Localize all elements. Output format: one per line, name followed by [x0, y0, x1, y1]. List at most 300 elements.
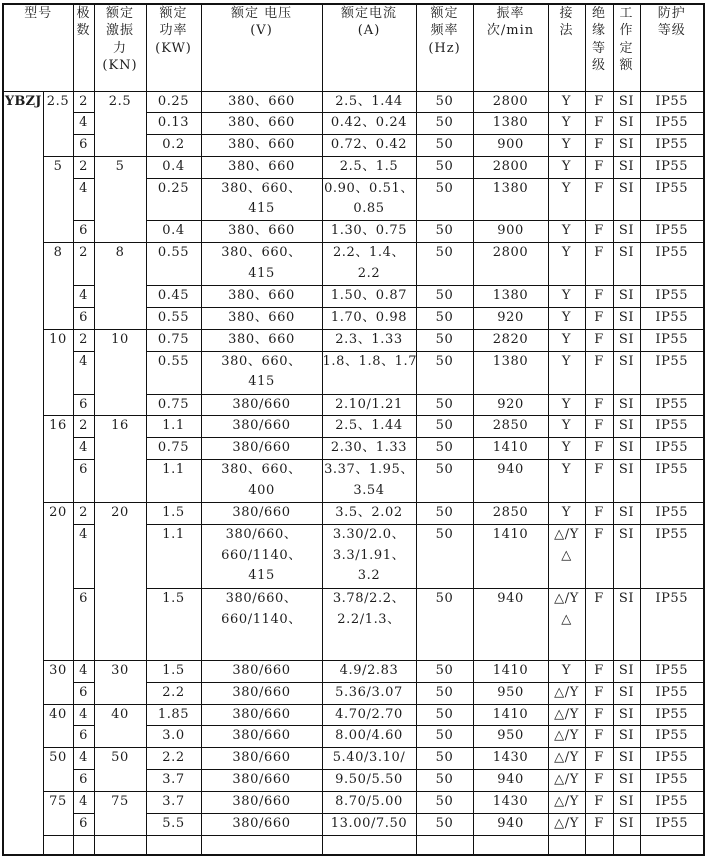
- cell-vibration-rate: [473, 178, 548, 221]
- cell-vibration-rate: [473, 394, 548, 416]
- cell-rated-voltage-text: 380、660: [228, 137, 295, 153]
- cell-rated-voltage-text: 660/1140、: [221, 611, 302, 627]
- cell-rated-voltage: [201, 660, 322, 682]
- cell-poles-text: 6: [79, 815, 88, 831]
- cell-protection-class-text: IP55: [655, 505, 689, 521]
- cell-rated-voltage-text: 380/660: [232, 772, 291, 788]
- cell-insulation-class-text: F: [594, 137, 604, 153]
- cell-rated-power: [146, 156, 201, 178]
- cell-vibration-rate: [473, 726, 548, 748]
- cell-vibration-rate-text: 920: [497, 396, 524, 412]
- cell-rated-current: [322, 704, 416, 726]
- table-body: [3, 91, 704, 855]
- cell-rated-voltage-text: 380、660、: [221, 180, 302, 196]
- cell-vibration-rate: [473, 460, 548, 503]
- cell-rated-current-text: 3.54: [353, 482, 385, 498]
- cell-protection-class-text: IP55: [655, 310, 689, 326]
- cell-rated-current-text: 1.50、0.87: [330, 288, 408, 304]
- cell-rated-frequency: [416, 351, 473, 394]
- cell-rated-current: [322, 460, 416, 503]
- cell-vibration-rate-text: 920: [497, 310, 524, 326]
- cell-poles: [73, 726, 94, 748]
- cell-vibration-rate: [473, 660, 548, 682]
- cell-insulation-class-text: F: [594, 418, 604, 434]
- cell-connection: [548, 351, 585, 394]
- cell-vibration-rate-text: 900: [497, 137, 524, 153]
- cell-rated-frequency: [416, 91, 473, 113]
- cell-rated-current-text: 2.30、1.33: [330, 440, 408, 456]
- cell-rated-power: [146, 524, 201, 588]
- cell-protection-class: [640, 286, 704, 308]
- cell-rated-current: [322, 156, 416, 178]
- cell-protection-class: [640, 524, 704, 588]
- cell-rated-voltage-text: 380、660: [228, 310, 295, 326]
- cell-poles-text: 4: [79, 288, 88, 304]
- cell-vibration-rate: [473, 351, 548, 394]
- cell-connection-text: Y: [561, 245, 572, 261]
- cell-force-group-text: 5: [53, 158, 63, 174]
- cell-rated-frequency: [416, 286, 473, 308]
- cell-rated-voltage-text: 380、660、: [221, 353, 302, 369]
- cell-connection: [548, 726, 585, 748]
- cell-rated-current-text: 1.70、0.98: [330, 310, 408, 326]
- cell-rated-voltage: [201, 770, 322, 792]
- cell-rated-voltage: [201, 221, 322, 243]
- cell-vibration-rate-text: 1410: [492, 706, 529, 722]
- cell-vibration-rate: [473, 770, 548, 792]
- cell-protection-class: [640, 726, 704, 748]
- cell-rated-voltage-text: 415: [248, 201, 275, 217]
- header-line: 功率: [159, 23, 188, 39]
- cell-vibration-rate: [473, 748, 548, 770]
- cell-rated-frequency: [416, 156, 473, 178]
- header-line: (KW): [155, 40, 192, 56]
- table-row: [3, 416, 704, 438]
- cell-poles: [73, 588, 94, 660]
- header-line: 力: [113, 40, 128, 56]
- cell-insulation-class: [585, 91, 613, 113]
- cell-insulation-class: [585, 329, 613, 351]
- cell-rated-frequency-text: 50: [435, 180, 454, 196]
- cell-rated-current-text: 2.5、1.44: [335, 93, 403, 109]
- cell-poles: [73, 91, 94, 113]
- cell-connection: [548, 813, 585, 835]
- cell-connection: [548, 178, 585, 221]
- cell-vibration-rate-text: 1410: [492, 440, 529, 456]
- cell-rated-current: [322, 329, 416, 351]
- cell-rated-frequency-text: 50: [435, 93, 454, 109]
- cell-connection-text: △/Y: [554, 684, 579, 700]
- cell-protection-class: [640, 91, 704, 113]
- cell-rated-frequency-text: 50: [435, 396, 454, 412]
- cell-rated-power: [146, 438, 201, 460]
- header-line: 作: [619, 23, 634, 39]
- cell-insulation-class: [585, 524, 613, 588]
- cell-vibration-rate: [473, 135, 548, 157]
- cell-rated-power-text: 0.25: [157, 180, 190, 196]
- cell-poles-text: 6: [79, 728, 88, 744]
- cell-insulation-class-text: F: [594, 772, 604, 788]
- table-row: [3, 329, 704, 351]
- cell-vibration-rate: [473, 416, 548, 438]
- cell-protection-class: [640, 135, 704, 157]
- col-header-rated-voltage: [201, 4, 322, 91]
- cell-rated-frequency-text: 50: [435, 706, 454, 722]
- cell-insulation-class-text: F: [594, 684, 604, 700]
- cell-poles: [73, 524, 94, 588]
- cell-poles: [73, 329, 94, 351]
- cell-duty-rating-text: SI: [618, 418, 635, 434]
- cell-duty-rating-text: SI: [618, 728, 635, 744]
- cell-vibration-rate: [473, 813, 548, 835]
- cell-vibration-rate: [473, 835, 548, 855]
- cell-connection: [548, 438, 585, 460]
- cell-rated-current: [322, 351, 416, 394]
- cell-force-group-text: 8: [53, 245, 63, 261]
- cell-rated-voltage-text: 415: [248, 568, 275, 584]
- cell-protection-class: [640, 704, 704, 726]
- cell-rated-current-text: 3.5、2.02: [335, 505, 403, 521]
- cell-rated-voltage-text: 380/660: [232, 440, 291, 456]
- cell-rated-power: [146, 91, 201, 113]
- cell-rated-power: [146, 113, 201, 135]
- cell-connection: [548, 748, 585, 770]
- cell-insulation-class: [585, 113, 613, 135]
- cell-rated-power-text: 0.4: [162, 223, 185, 239]
- cell-insulation-class: [585, 351, 613, 394]
- cell-insulation-class: [585, 243, 613, 286]
- cell-insulation-class-text: F: [594, 245, 604, 261]
- cell-rated-voltage-text: 400: [248, 482, 275, 498]
- cell-duty-rating-text: SI: [618, 526, 635, 542]
- cell-rated-power-text: 3.7: [162, 772, 185, 788]
- cell-rated-frequency-text: 50: [435, 331, 454, 347]
- cell-poles: [73, 660, 94, 682]
- cell-poles: [73, 113, 94, 135]
- cell-poles-text: 2: [79, 245, 88, 261]
- cell-poles-text: 4: [79, 115, 88, 131]
- table-header-row: [3, 4, 704, 91]
- cell-rated-power-text: 3.7: [162, 794, 185, 810]
- cell-rated-force-text: 40: [111, 706, 129, 722]
- cell-vibration-rate-text: 1430: [492, 750, 529, 766]
- header-line: 法: [559, 23, 574, 39]
- cell-connection-text: Y: [561, 310, 572, 326]
- cell-rated-power: [146, 503, 201, 525]
- cell-protection-class: [640, 460, 704, 503]
- cell-rated-power-text: 0.55: [157, 353, 190, 369]
- cell-poles-text: 2: [79, 158, 88, 174]
- cell-rated-power-text: 0.4: [162, 158, 185, 174]
- cell-insulation-class: [585, 221, 613, 243]
- cell-protection-class: [640, 660, 704, 682]
- cell-rated-current-text: 2.2/1.3、: [337, 611, 401, 627]
- cell-rated-frequency-text: 50: [435, 505, 454, 521]
- cell-connection-text: △: [561, 611, 572, 627]
- header-line: 激振: [106, 23, 135, 39]
- cell-rated-voltage-text: 380/660: [232, 794, 291, 810]
- cell-force-group-text: 10: [49, 331, 67, 347]
- cell-duty-rating-text: SI: [618, 750, 635, 766]
- cell-duty-rating-text: SI: [618, 331, 635, 347]
- cell-rated-power-text: 0.25: [157, 93, 190, 109]
- cell-rated-frequency-text: 50: [435, 418, 454, 434]
- cell-poles-text: 4: [79, 750, 88, 766]
- cell-connection: [548, 329, 585, 351]
- cell-connection: [548, 460, 585, 503]
- cell-connection: [548, 524, 585, 588]
- cell-connection-text: Y: [561, 137, 572, 153]
- cell-protection-class-text: IP55: [655, 353, 689, 369]
- cell-duty-rating: [613, 329, 640, 351]
- cell-rated-current-text: 2.5、1.44: [335, 418, 403, 434]
- cell-rated-current-text: 3.30/2.0、: [332, 526, 406, 542]
- cell-protection-class-text: IP55: [655, 418, 689, 434]
- cell-duty-rating: [613, 792, 640, 814]
- cell-connection: [548, 660, 585, 682]
- cell-connection: [548, 682, 585, 704]
- cell-vibration-rate-text: 950: [497, 684, 524, 700]
- cell-rated-power: [146, 243, 201, 286]
- header-line: 等: [592, 40, 607, 56]
- cell-rated-power: [146, 682, 201, 704]
- cell-connection-text: Y: [561, 223, 572, 239]
- cell-rated-force: [94, 748, 146, 792]
- cell-vibration-rate-text: 950: [497, 728, 524, 744]
- cell-duty-rating: [613, 351, 640, 394]
- cell-duty-rating: [613, 704, 640, 726]
- cell-protection-class-text: IP55: [655, 462, 689, 478]
- header-line: 接: [559, 6, 574, 21]
- cell-duty-rating-text: SI: [618, 590, 635, 606]
- cell-connection: [548, 113, 585, 135]
- cell-poles: [73, 813, 94, 835]
- cell-rated-force: [94, 91, 146, 156]
- cell-rated-current: [322, 416, 416, 438]
- cell-duty-rating-text: SI: [618, 462, 635, 478]
- cell-poles-text: 4: [79, 180, 88, 196]
- cell-connection-text: Y: [561, 418, 572, 434]
- cell-rated-frequency-text: 50: [435, 815, 454, 831]
- header-line: 型号: [24, 6, 53, 21]
- cell-rated-voltage: [201, 813, 322, 835]
- cell-duty-rating: [613, 91, 640, 113]
- cell-poles-text: 6: [79, 462, 88, 478]
- table-row: [3, 503, 704, 525]
- header-line: 额定电流: [341, 6, 398, 21]
- cell-rated-current: [322, 221, 416, 243]
- cell-poles: [73, 308, 94, 330]
- cell-rated-frequency: [416, 113, 473, 135]
- cell-rated-voltage-text: 380、660: [228, 288, 295, 304]
- cell-protection-class-text: IP55: [655, 526, 689, 542]
- cell-protection-class: [640, 243, 704, 286]
- cell-vibration-rate-text: 1410: [492, 662, 529, 678]
- cell-duty-rating: [613, 660, 640, 682]
- cell-rated-frequency: [416, 503, 473, 525]
- cell-rated-voltage-text: 415: [248, 374, 275, 390]
- cell-rated-force: [94, 835, 146, 855]
- cell-connection-text: Y: [561, 180, 572, 196]
- cell-vibration-rate: [473, 91, 548, 113]
- cell-rated-current-text: 3.78/2.2、: [332, 590, 406, 606]
- cell-poles: [73, 416, 94, 438]
- cell-protection-class-text: IP55: [655, 115, 689, 131]
- cell-rated-frequency: [416, 835, 473, 855]
- cell-rated-current: [322, 243, 416, 286]
- cell-insulation-class: [585, 792, 613, 814]
- cell-rated-frequency-text: 50: [435, 115, 454, 131]
- cell-protection-class-text: IP55: [655, 245, 689, 261]
- cell-force-group-text: 16: [49, 418, 67, 434]
- cell-protection-class: [640, 835, 704, 855]
- cell-insulation-class: [585, 416, 613, 438]
- cell-protection-class-text: IP55: [655, 331, 689, 347]
- table-row-partial: [3, 835, 704, 855]
- cell-rated-frequency: [416, 813, 473, 835]
- cell-duty-rating: [613, 156, 640, 178]
- cell-rated-voltage-text: 380、660: [228, 115, 295, 131]
- cell-force-group: [43, 416, 73, 503]
- header-line: 振率: [496, 6, 525, 21]
- cell-rated-power: [146, 308, 201, 330]
- cell-rated-current: [322, 726, 416, 748]
- cell-vibration-rate: [473, 113, 548, 135]
- cell-force-group-text: 30: [49, 662, 67, 678]
- cell-force-group: [43, 704, 73, 748]
- cell-rated-current-text: 2.2、1.4、: [332, 245, 406, 261]
- cell-poles-text: 2: [79, 331, 88, 347]
- cell-duty-rating: [613, 813, 640, 835]
- cell-rated-force: [94, 660, 146, 704]
- cell-poles-text: 6: [79, 772, 88, 788]
- cell-rated-power-text: 0.75: [157, 440, 190, 456]
- cell-protection-class: [640, 308, 704, 330]
- cell-rated-power-text: 0.13: [157, 115, 190, 131]
- cell-rated-power-text: 1.85: [157, 706, 190, 722]
- cell-protection-class-text: IP55: [655, 706, 689, 722]
- cell-rated-force: [94, 704, 146, 748]
- cell-insulation-class: [585, 588, 613, 660]
- cell-insulation-class: [585, 286, 613, 308]
- cell-protection-class: [640, 792, 704, 814]
- cell-rated-voltage-text: 380/660、: [225, 526, 298, 542]
- cell-insulation-class-text: F: [594, 526, 604, 542]
- cell-rated-power: [146, 588, 201, 660]
- cell-rated-power-text: 5.5: [162, 815, 185, 831]
- cell-protection-class-text: IP55: [655, 772, 689, 788]
- header-line: 级: [592, 57, 607, 73]
- cell-protection-class: [640, 438, 704, 460]
- cell-rated-voltage-text: 380、660: [228, 223, 295, 239]
- cell-poles-text: 2: [79, 418, 88, 434]
- cell-insulation-class-text: F: [594, 353, 604, 369]
- cell-connection: [548, 503, 585, 525]
- cell-force-group: [43, 748, 73, 792]
- cell-rated-current: [322, 524, 416, 588]
- cell-protection-class: [640, 682, 704, 704]
- cell-rated-force: [94, 243, 146, 330]
- cell-rated-frequency-text: 50: [435, 158, 454, 174]
- cell-rated-frequency: [416, 704, 473, 726]
- cell-connection-text: △/Y: [554, 750, 579, 766]
- cell-duty-rating: [613, 416, 640, 438]
- col-header-rated-power: [146, 4, 201, 91]
- cell-poles-text: 2: [79, 93, 88, 109]
- cell-duty-rating: [613, 308, 640, 330]
- col-header-model: [3, 4, 73, 91]
- cell-rated-force-text: 30: [111, 662, 129, 678]
- cell-duty-rating-text: SI: [618, 440, 635, 456]
- cell-rated-current-text: 8.00/4.60: [335, 728, 403, 744]
- cell-insulation-class-text: F: [594, 310, 604, 326]
- cell-rated-voltage-text: 380/660: [232, 505, 291, 521]
- cell-force-group-text: 2.5: [46, 93, 70, 109]
- cell-rated-frequency-text: 50: [435, 526, 454, 542]
- cell-protection-class: [640, 394, 704, 416]
- cell-rated-current-text: 0.72、0.42: [330, 137, 408, 153]
- cell-insulation-class: [585, 460, 613, 503]
- cell-rated-power: [146, 660, 201, 682]
- cell-force-group-text: 40: [49, 706, 67, 722]
- cell-force-group-text: 75: [49, 794, 67, 810]
- cell-model: [3, 91, 43, 855]
- cell-connection: [548, 308, 585, 330]
- cell-rated-voltage: [201, 835, 322, 855]
- col-header-vibration-rate: [473, 4, 548, 91]
- cell-protection-class: [640, 503, 704, 525]
- cell-rated-voltage-text: 380、660: [228, 93, 295, 109]
- cell-duty-rating-text: SI: [618, 158, 635, 174]
- cell-rated-current: [322, 308, 416, 330]
- cell-rated-voltage: [201, 178, 322, 221]
- cell-rated-voltage: [201, 704, 322, 726]
- cell-rated-power-text: 0.75: [157, 331, 190, 347]
- cell-rated-force: [94, 416, 146, 503]
- table-row: [3, 660, 704, 682]
- cell-protection-class: [640, 588, 704, 660]
- cell-insulation-class: [585, 394, 613, 416]
- cell-rated-voltage-text: 380/660: [232, 418, 291, 434]
- cell-insulation-class: [585, 660, 613, 682]
- cell-rated-power: [146, 748, 201, 770]
- cell-protection-class-text: IP55: [655, 223, 689, 239]
- header-line: 等级: [657, 23, 686, 39]
- cell-connection: [548, 243, 585, 286]
- cell-insulation-class-text: F: [594, 662, 604, 678]
- cell-rated-voltage: [201, 286, 322, 308]
- header-line: 频率: [430, 23, 459, 39]
- cell-duty-rating-text: SI: [618, 794, 635, 810]
- cell-poles: [73, 460, 94, 503]
- cell-insulation-class-text: F: [594, 815, 604, 831]
- cell-duty-rating: [613, 113, 640, 135]
- cell-rated-force: [94, 156, 146, 242]
- cell-rated-current-text: 8.70/5.00: [335, 794, 403, 810]
- header-line: (Hz): [428, 40, 461, 56]
- cell-insulation-class: [585, 748, 613, 770]
- cell-connection: [548, 135, 585, 157]
- cell-rated-frequency-text: 50: [435, 440, 454, 456]
- cell-insulation-class: [585, 308, 613, 330]
- header-line: 防护: [657, 6, 686, 21]
- cell-duty-rating-text: SI: [618, 505, 635, 521]
- cell-rated-frequency: [416, 748, 473, 770]
- cell-connection: [548, 770, 585, 792]
- header-line: 定: [619, 40, 634, 56]
- cell-connection: [548, 588, 585, 660]
- cell-rated-force: [94, 792, 146, 836]
